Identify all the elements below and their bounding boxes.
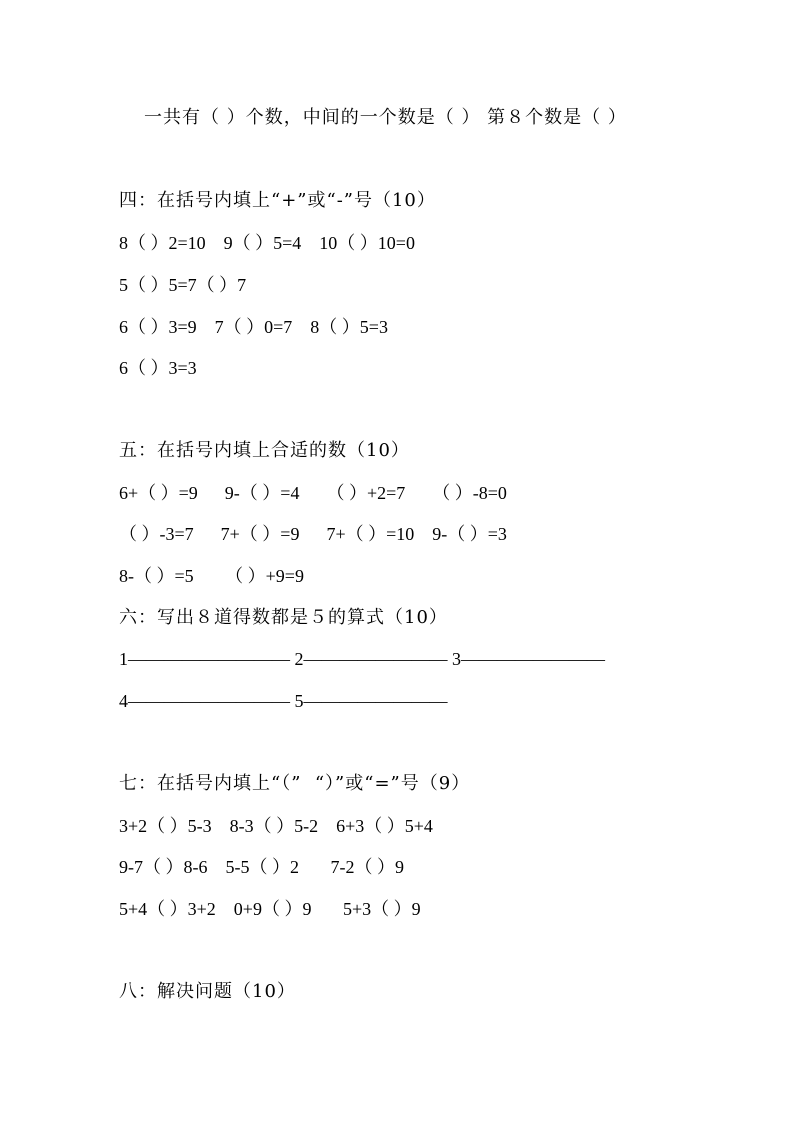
intro-line: 一共有（ ）个数，中间的一个数是（ ） 第８个数是（ ） [144, 107, 627, 128]
section-7-row-3: 5+4（ ）3+2 0+9（ ）9 5+3（ ）9 [119, 899, 421, 919]
section-7-heading: 七：在括号内填上“（” “）”或“=”号（9） [119, 773, 471, 794]
section-6-heading: 六：写出８道得数都是５的算式（10） [119, 607, 448, 628]
section-5-row-1: 6+（ ）=9 9-（ ）=4 （ ）+2=7 （ ）-8=0 [119, 483, 507, 503]
section-4-row-4: 6（ ）3=3 [119, 358, 197, 378]
section-4-row-3: 6（ ）3=9 7（ ）0=7 8（ ）5=3 [119, 317, 388, 337]
section-7-row-1: 3+2（ ）5-3 8-3（ ）5-2 6+3（ ）5+4 [119, 816, 433, 836]
section-4-heading: 四：在括号内填上“+”或“-”号（10） [119, 190, 436, 211]
section-6-row-2: 4————————— 5———————— [119, 691, 448, 711]
section-5-row-2: （ ）-3=7 7+（ ）=9 7+（ ）=10 9-（ ）=3 [119, 524, 507, 544]
section-7-row-2: 9-7（ ）8-6 5-5（ ）2 7-2（ ）9 [119, 857, 404, 877]
section-6-row-1: 1————————— 2———————— 3———————— [119, 649, 605, 669]
section-5-heading: 五：在括号内填上合适的数（10） [119, 440, 410, 461]
section-5-row-3: 8-（ ）=5 （ ）+9=9 [119, 566, 304, 586]
section-4-row-1: 8（ ）2=10 9（ ）5=4 10（ ）10=0 [119, 233, 415, 253]
section-8-heading: 八：解决问题（10） [119, 981, 296, 1002]
section-4-row-2: 5（ ）5=7（ ）7 [119, 275, 247, 295]
